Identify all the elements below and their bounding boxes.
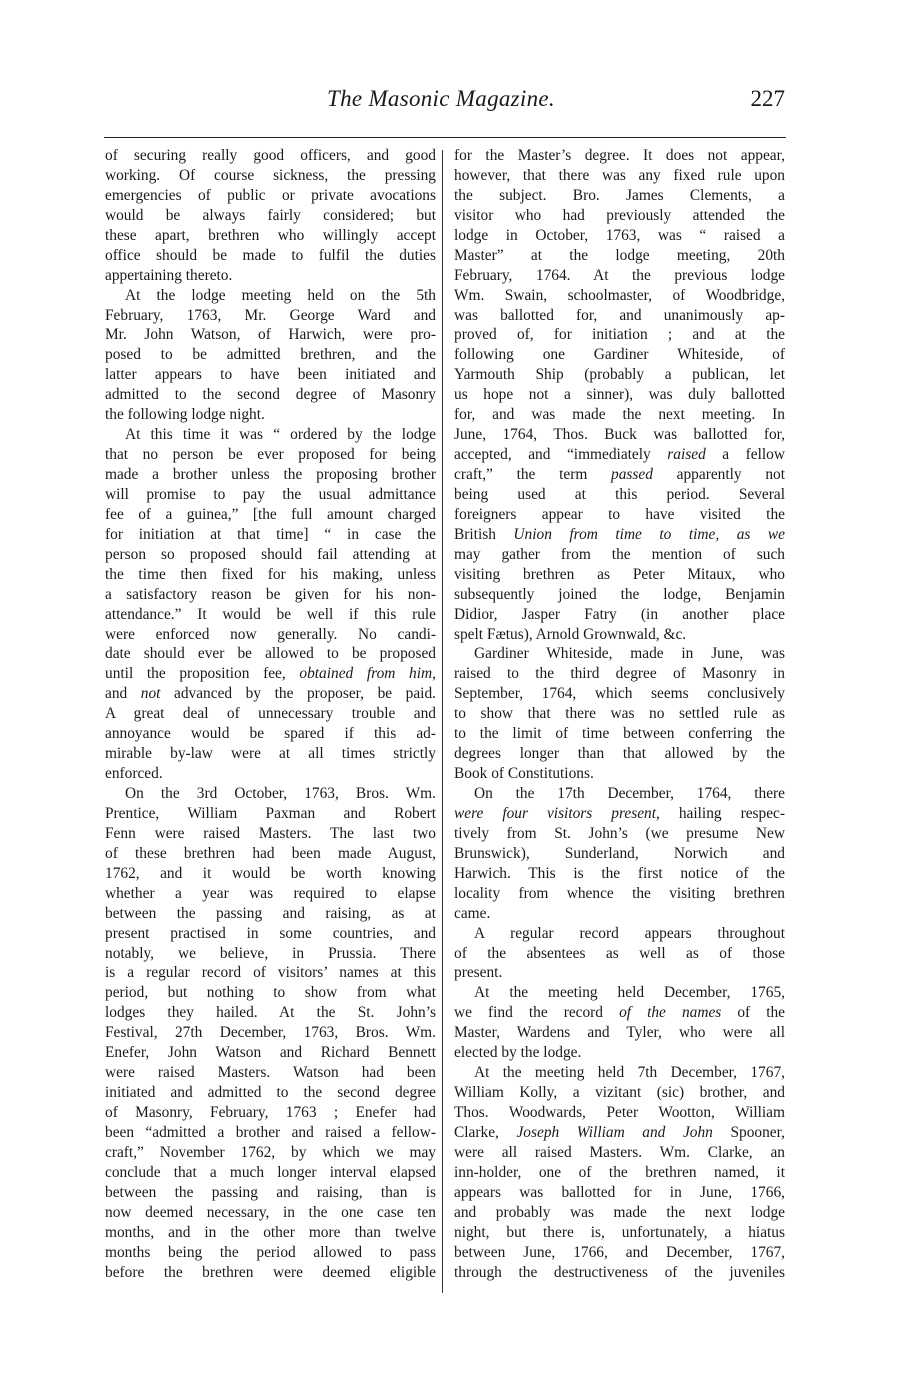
text-line: Thos. Woodwards, Peter Wootton, William [454, 1104, 785, 1121]
text-line: fee of a guinea,” [the full amount charged [105, 505, 436, 523]
text-line: locality from whence the visiting brethren [454, 884, 785, 902]
text-line: February, 1764. At the previous lodge [454, 266, 785, 284]
text-line: present practised in some countries, and [105, 924, 436, 942]
text-line: working. Of course sickness, the pressing [105, 166, 436, 184]
text-line: came. [454, 904, 491, 922]
text-line: tively from St. John’s (we presume New [454, 824, 785, 842]
text-line: notably, we believe, in Prussia. There [105, 944, 436, 962]
text-line: inn-holder, one of the brethren named, it [454, 1163, 785, 1181]
text-line: craft,” November 1762, by which we may [105, 1143, 436, 1161]
text-line: Brunswick), Sunderland, Norwich and [454, 844, 785, 862]
text-line: us hope not a sinner), was duly ballotted [454, 386, 785, 404]
text-line: appears was ballotted for in June, 1766, [454, 1183, 785, 1201]
text-line: months, and in the other more than twelve [105, 1223, 436, 1241]
text-line: present. [454, 964, 503, 982]
text-line: Prentice, William Paxman and Robert [105, 804, 436, 822]
text-line: At the meeting held 7th December, 1767, [474, 1064, 785, 1082]
text-line: and probably was made the next lodge [454, 1203, 785, 1221]
text-line: elected by the lodge. [454, 1044, 582, 1062]
text-line: Mr. John Watson, of Harwich, were pro- [105, 326, 436, 344]
text-line: of these brethren had been made August, [105, 844, 436, 862]
text-line: will promise to pay the usual admittance [105, 485, 436, 503]
text-line: being used at this period. Several [454, 485, 785, 503]
text-line: was ballotted for, and unanimously ap- [454, 306, 785, 324]
text-line: is a regular record of visitors’ names at this [105, 964, 436, 982]
text-line: made a brother unless the proposing brother [105, 466, 436, 483]
text-line: night, but there is, unfortunately, a hiatus [454, 1223, 785, 1241]
text-line: between June, 1766, and December, 1767, [454, 1243, 785, 1261]
text-line: we find the record of the names of the [454, 1004, 786, 1022]
text-line: A regular record appears throughout [474, 924, 785, 942]
text-line: were enforced now generally. No candi- [105, 625, 436, 643]
text-line: mirable by-law were at all times strictly [105, 745, 436, 763]
text-line: Festival, 27th December, 1763, Bros. Wm. [105, 1024, 436, 1042]
column-divider [442, 150, 443, 1293]
text-line: the time then fixed for his making, unless [105, 565, 436, 583]
text-line: now deemed necessary, in the one case ten [105, 1203, 436, 1221]
text-line: person so proposed should fail attending at [105, 545, 436, 563]
text-line: a satisfactory reason be given for his non- [105, 585, 436, 603]
text-line: however, that there was any fixed rule upon [454, 166, 785, 184]
text-line: to show that there was no settled rule as [454, 705, 785, 723]
text-line: following one Gardiner Whiteside, of [454, 346, 785, 364]
text-line: A great deal of unnecessary trouble and [105, 705, 436, 723]
text-line: lodge in October, 1763, was “ raised a [454, 226, 785, 244]
running-title: The Masonic Magazine. [327, 86, 555, 111]
text-line: been “admitted a brother and raised a fellow- [105, 1123, 436, 1141]
text-line: to the limit of time between conferring the [454, 725, 785, 743]
text-line: Master” at the lodge meeting, 20th [454, 246, 785, 264]
text-line: of the absentees as well as of those [454, 944, 785, 962]
text-line: of securing really good officers, and good [105, 147, 436, 164]
text-line: date should ever be allowed to be proposed [105, 645, 436, 663]
text-line: At the meeting held December, 1765, [474, 984, 785, 1002]
text-line: Master, Wardens and Tyler, who were all [454, 1024, 785, 1042]
text-line: attendance.” It would be well if this rule [105, 605, 436, 623]
text-line: whether a year was required to elapse [105, 884, 436, 902]
text-line: between the passing and raising, than is [105, 1183, 436, 1201]
text-line: for initiation at that time] “ in case the [105, 525, 436, 543]
text-line: the following lodge night. [105, 406, 265, 424]
text-line: Fenn were raised Masters. The last two [105, 824, 436, 842]
text-line: June, 1764, Thos. Buck was ballotted for, [454, 426, 785, 444]
text-line: that no person be ever proposed for being [105, 446, 436, 464]
text-line: of Masonry, February, 1763 ; Enefer had [105, 1104, 436, 1121]
text-line: On the 3rd October, 1763, Bros. Wm. [125, 785, 436, 802]
text-line: Yarmouth Ship (probably a publican, let [454, 366, 785, 384]
text-line: Wm. Swain, schoolmaster, of Woodbridge, [454, 286, 785, 304]
text-line: between the passing and raising, as at [105, 904, 436, 922]
running-head [105, 86, 787, 120]
text-line: period, but nothing to show from what [105, 984, 436, 1002]
text-line: Book of Constitutions. [454, 765, 594, 783]
text-line: At this time it was “ ordered by the lodge [125, 426, 436, 444]
text-line: office should be made to fulfil the duties [105, 246, 436, 264]
text-line: Didior, Jasper Fatry (in another place [454, 605, 785, 623]
text-line: British Union from time to time, as we [454, 525, 785, 543]
text-line: proved of, for initiation ; and at the [454, 326, 785, 344]
header-rule [104, 137, 786, 138]
text-line: Gardiner Whiteside, made in June, was [474, 645, 785, 663]
text-line: foreigners appear to have visited the [454, 505, 785, 523]
text-line: 1762, and it would be worth knowing [105, 864, 436, 882]
text-line: for the Master’s degree. It does not appear, [454, 147, 785, 164]
text-line: annoyance would be spared if this ad- [105, 725, 436, 743]
text-line: subsequently joined the lodge, Benjamin [454, 585, 785, 603]
text-line: February, 1763, Mr. George Ward and [105, 306, 436, 324]
text-line: would be always fairly considered; but [105, 206, 436, 224]
text-line: enforced. [105, 765, 163, 783]
left-column [105, 146, 436, 1282]
text-line: until the proposition fee, obtained from him, [105, 665, 436, 683]
text-line: were raised Masters. Watson had been [105, 1064, 436, 1082]
text-line: for, and was made the next meeting. In [454, 406, 785, 424]
text-line: visiting brethren as Peter Mitaux, who [454, 565, 785, 583]
text-line: these apart, brethren who willingly accept [105, 226, 436, 244]
text-line: months being the period allowed to pass [105, 1243, 436, 1261]
text-line: accepted, and “immediately raised a fellow [454, 446, 785, 464]
text-line: Clarke, Joseph William and John Spooner, [454, 1123, 785, 1141]
text-line: emergencies of public or private avocations [105, 186, 436, 204]
page-number: 227 [750, 86, 785, 111]
text-line: craft,” the term passed apparently not [454, 466, 785, 483]
text-line: raised to the third degree of Masonry in [454, 665, 785, 683]
text-line: On the 17th December, 1764, there [474, 785, 785, 802]
text-line: admitted to the second degree of Masonry [105, 386, 436, 404]
text-line: the subject. Bro. James Clements, a [454, 186, 785, 204]
text-line: Harwich. This is the first notice of the [454, 864, 785, 882]
text-line: Enefer, John Watson and Richard Bennett [105, 1044, 436, 1062]
text-line: William Kolly, a vizitant (sic) brother, and [454, 1084, 785, 1102]
text-line: and not advanced by the proposer, be paid. [105, 685, 436, 703]
text-line: spelt Fætus), Arnold Grownwald, &c. [454, 625, 687, 643]
text-line: posed to be admitted brethren, and the [105, 346, 436, 364]
text-line: conclude that a much longer interval elapsed [105, 1163, 436, 1181]
text-line: latter appears to have been initiated and [105, 366, 436, 384]
text-line: appertaining thereto. [105, 266, 233, 284]
text-line: At the lodge meeting held on the 5th [125, 286, 436, 304]
text-line: visitor who had previously attended the [454, 206, 785, 224]
text-line: through the destructiveness of the juveniles [454, 1263, 785, 1281]
right-column [454, 146, 785, 1282]
text-line: may gather from the mention of such [454, 545, 785, 563]
text-line: initiated and admitted to the second degree [105, 1084, 436, 1102]
text-line: before the brethren were deemed eligible [105, 1263, 436, 1281]
text-line: September, 1764, which seems conclusively [454, 685, 785, 703]
text-line: were all raised Masters. Wm. Clarke, an [454, 1143, 785, 1161]
text-line: were four visitors present, hailing respec- [454, 804, 786, 822]
text-line: degrees longer than that allowed by the [454, 745, 785, 763]
text-line: lodges they hailed. At the St. John’s [105, 1004, 436, 1022]
